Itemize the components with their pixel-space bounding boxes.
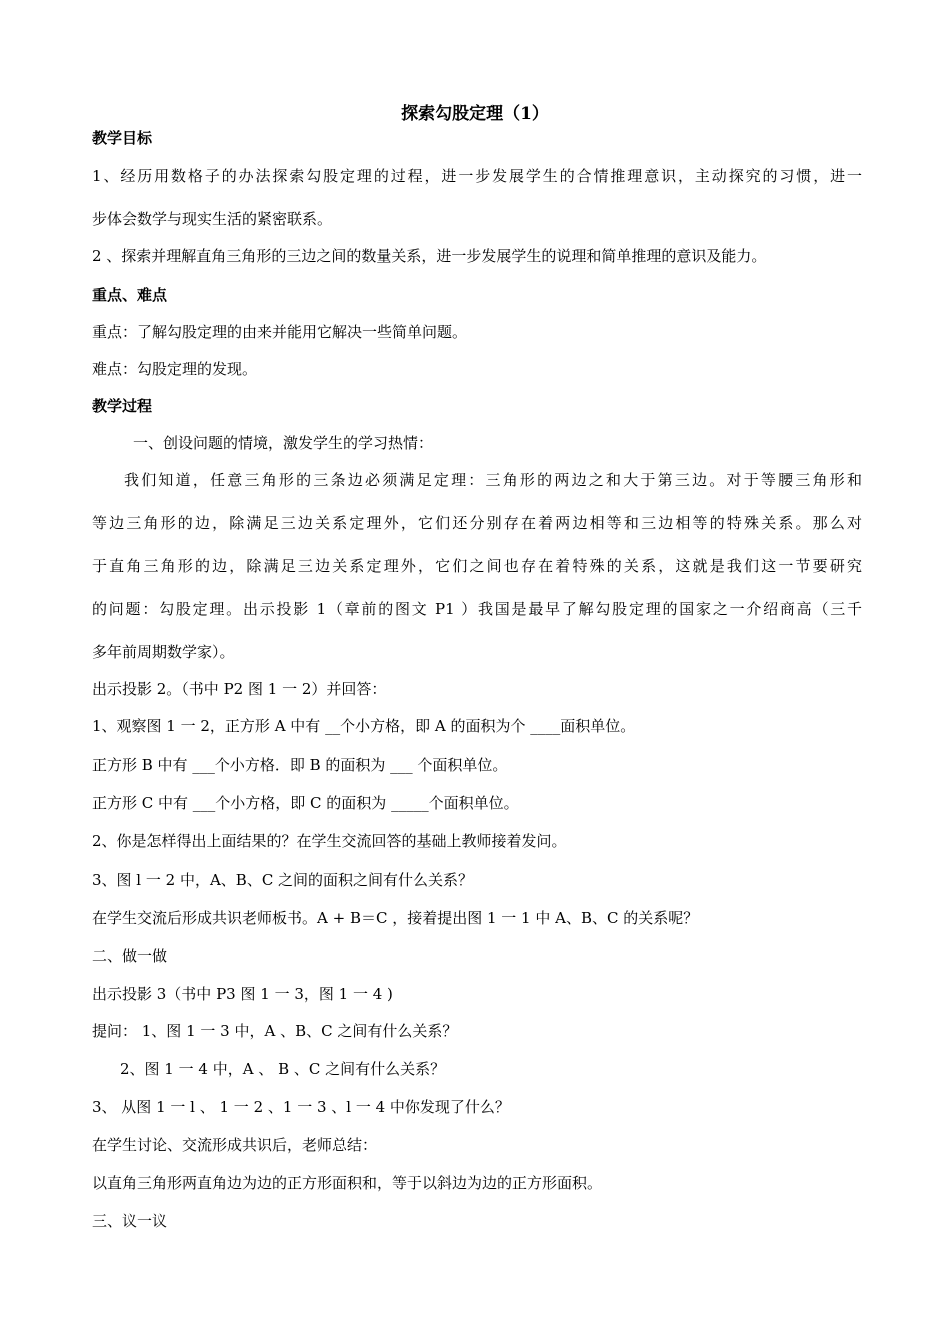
subsection-heading: 三、议一议 xyxy=(92,1212,168,1230)
paragraph-line: 在学生讨论、交流形成共识后，老师总结： xyxy=(92,1136,378,1154)
section-heading-objectives: 教学目标 xyxy=(92,129,153,147)
paragraph-line: 1、经历用数格子的办法探索勾股定理的过程，进一步发展学生的合情推理意识，主动探究的习惯，进一 xyxy=(92,167,862,185)
document-title: 探索勾股定理（1） xyxy=(401,104,549,124)
paragraph-line: 难点：勾股定理的发现。 xyxy=(92,360,258,378)
paragraph-line: 于直角三角形的边，除满足三边关系定理外，它们之间也存在着特殊的关系，这就是我们这一节要研究 xyxy=(92,557,862,575)
question-line: 2、图 1 一 4 中，A 、 B 、C 之间有什么关系？ xyxy=(120,1060,446,1078)
paragraph-line: 我们知道，任意三角形的三条边必须满足定理：三角形的两边之和大于第三边。对于等腰三角形和 xyxy=(124,471,862,489)
paragraph-line: 出示投影 2。（书中 P2 图 1 一 2）并回答： xyxy=(92,680,387,698)
paragraph-line: 步体会数学与现实生活的紧密联系。 xyxy=(92,210,333,228)
paragraph-line: 2 、探索并理解直角三角形的三边之间的数量关系，进一步发展学生的说理和简单推理的意识及能力。 xyxy=(92,247,767,265)
subsection-heading: 一、创设问题的情境，激发学生的学习热情： xyxy=(133,434,434,452)
paragraph-line: 重点：了解勾股定理的由来并能用它解决一些简单问题。 xyxy=(92,323,468,341)
paragraph-line: 多年前周期数学家）。 xyxy=(92,643,235,661)
paragraph-line: 以直角三角形两直角边为边的正方形面积和，等于以斜边为边的正方形面积。 xyxy=(92,1174,603,1192)
question-line: 提问： 1、图 1 一 3 中，A 、B、C 之间有什么关系？ xyxy=(92,1022,458,1040)
subsection-heading: 二、做一做 xyxy=(92,947,168,965)
question-line: 2、你是怎样得出上面结果的？在学生交流回答的基础上教师接着发问。 xyxy=(92,832,567,850)
question-line: 1、观察图 1 一 2，正方形 A 中有 __个小方格，即 A 的面积为个 ____面积单位。 xyxy=(92,717,636,735)
paragraph-line: 在学生交流后形成共识老师板书。A + B＝C ，接着提出图 1 一 1 中 A、B、C 的关系呢？ xyxy=(92,909,699,927)
section-heading-key-points: 重点、难点 xyxy=(92,286,168,304)
question-line: 3、 从图 1 一 l 、 1 一 2 、1 一 3 、l 一 4 中你发现了什么？ xyxy=(92,1098,510,1116)
question-line: 3、图 l 一 2 中，A、B、C 之间的面积之间有什么关系？ xyxy=(92,871,474,889)
section-heading-process: 教学过程 xyxy=(92,397,153,415)
paragraph-line: 等边三角形的边，除满足三边关系定理外，它们还分别存在着两边相等和三边相等的特殊关系。那么对 xyxy=(92,514,862,532)
paragraph-line: 的问题：勾股定理。出示投影 1（章前的图文 P1 ）我国是最早了解勾股定理的国家之一介绍商高（三千 xyxy=(92,600,862,618)
question-line: 正方形 B 中有 ___个小方格．即 B 的面积为 ___ 个面积单位。 xyxy=(92,756,508,774)
paragraph-line: 出示投影 3（书中 P3 图 1 一 3，图 1 一 4 ) xyxy=(92,985,393,1003)
question-line: 正方形 C 中有 ___个小方格，即 C 的面积为 _____个面积单位。 xyxy=(92,794,519,812)
